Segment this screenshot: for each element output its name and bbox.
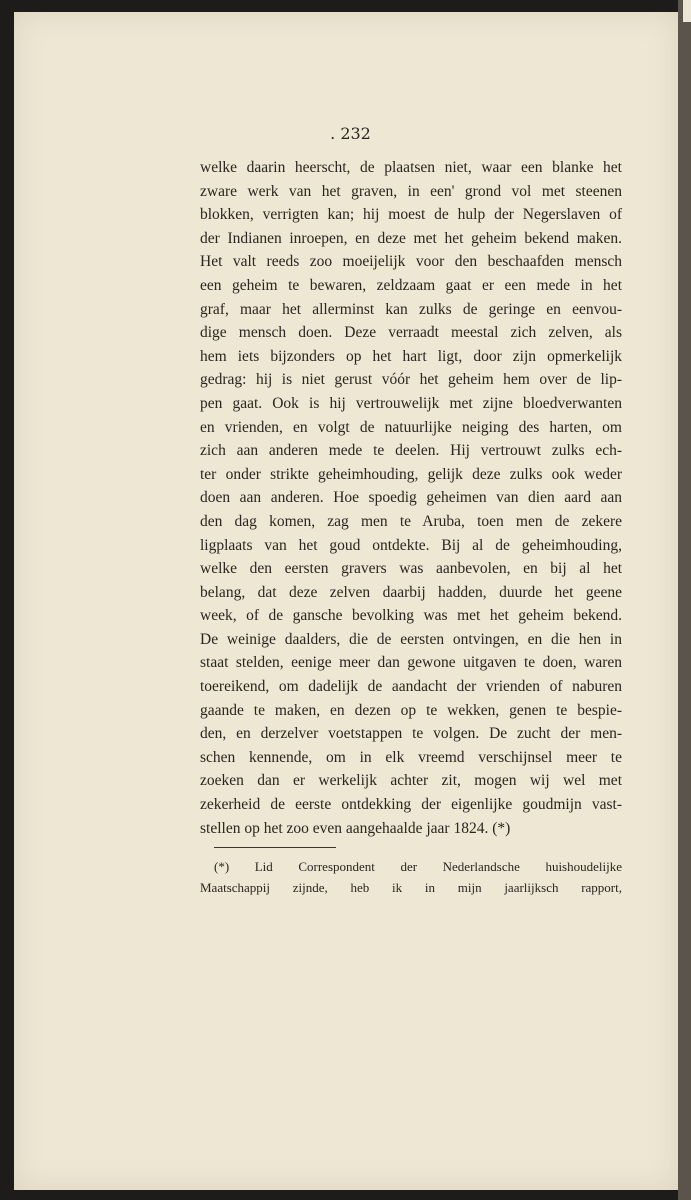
text-line: graf, maar het allerminst kan zulks de geringe en eenvou- — [200, 300, 622, 318]
text-line: den dag komen, zag men te Aruba, toen men de zekere — [200, 512, 622, 530]
text-line: den, en derzelver voetstappen te volgen. De zucht der men- — [200, 725, 622, 743]
text-line: der Indianen inroepen, en deze met het geheim bekend maken. — [200, 229, 622, 247]
text-line: zoeken dan er werkelijk achter zit, mogen wij wel met — [200, 772, 622, 790]
scan-edge-strip — [678, 0, 691, 1200]
footnote-rule — [214, 847, 336, 848]
footnote — [200, 856, 622, 898]
text-line: gaande te maken, en dezen op te wekken, genen te bespie- — [200, 701, 622, 719]
text-line: blokken, verrigten kan; hij moest de hulp der Negerslaven of — [200, 206, 622, 224]
text-line: schen kennende, om in elk vreemd verschijnsel meer te — [200, 748, 622, 766]
text-line: hem iets bijzonders op het hart ligt, door zijn opmerkelijk — [200, 347, 622, 365]
text-line: welke daarin heerscht, de plaatsen niet, waar een blanke het — [200, 159, 622, 176]
text-line: doen aan anderen. Hoe spoedig geheimen van dien aard aan — [200, 489, 622, 507]
footnote-line: Maatschappij zijnde, heb ik in mijn jaarlijksch rapport, — [200, 880, 622, 895]
text-line: stellen op het zoo even aangehaalde jaar 1824. (*) — [200, 819, 511, 837]
text-line: week, of de gansche bevolking was met het geheim bekend. — [200, 607, 622, 625]
text-line: zekerheid de eerste ontdekking der eigenlijke goudmijn vast- — [200, 796, 622, 814]
text-line: De weinige daalders, die de eersten ontvingen, en die hen in — [200, 630, 622, 648]
text-line: staat stelden, eenige meer dan gewone uitgaven te doen, waren — [200, 654, 622, 672]
text-line: dige mensch doen. Deze verraadt meestal zich zelven, als — [200, 324, 622, 342]
text-line: zware werk van het graven, in een' grond vol met steenen — [200, 182, 622, 200]
text-line: en vrienden, en volgt de natuurlijke neiging des harten, om — [200, 418, 622, 436]
text-line: een geheim te bewaren, zeldzaam gaat er een mede in het — [200, 276, 622, 294]
text-line: toereikend, om dadelijk de aandacht der vrienden of naburen — [200, 678, 622, 696]
scan-corner-mark — [683, 0, 691, 22]
body-text — [200, 156, 622, 840]
page-number: . 232 — [330, 124, 371, 143]
footnote-line: (*) Lid Correspondent der Nederlandsche huishoudelijke — [214, 859, 622, 874]
text-line: welke den eersten gravers was aanbevolen, en bij al het — [200, 560, 622, 578]
text-line: zich aan anderen mede te deelen. Hij vertrouwt zulks ech- — [200, 442, 622, 460]
text-line: Het valt reeds zoo moeijelijk voor den beschaafden mensch — [200, 253, 622, 271]
text-line: ligplaats van het goud ontdekte. Bij al de geheimhouding, — [200, 536, 622, 554]
text-line: ter onder strikte geheimhouding, gelijk deze zulks ook weder — [200, 465, 622, 483]
text-line: belang, dat deze zelven daarbij hadden, duurde het geene — [200, 583, 622, 601]
text-line: gedrag: hij is niet gerust vóór het geheim hem over de lip- — [200, 371, 622, 389]
text-line: pen gaat. Ook is hij vertrouwelijk met zijne bloedverwanten — [200, 394, 622, 412]
